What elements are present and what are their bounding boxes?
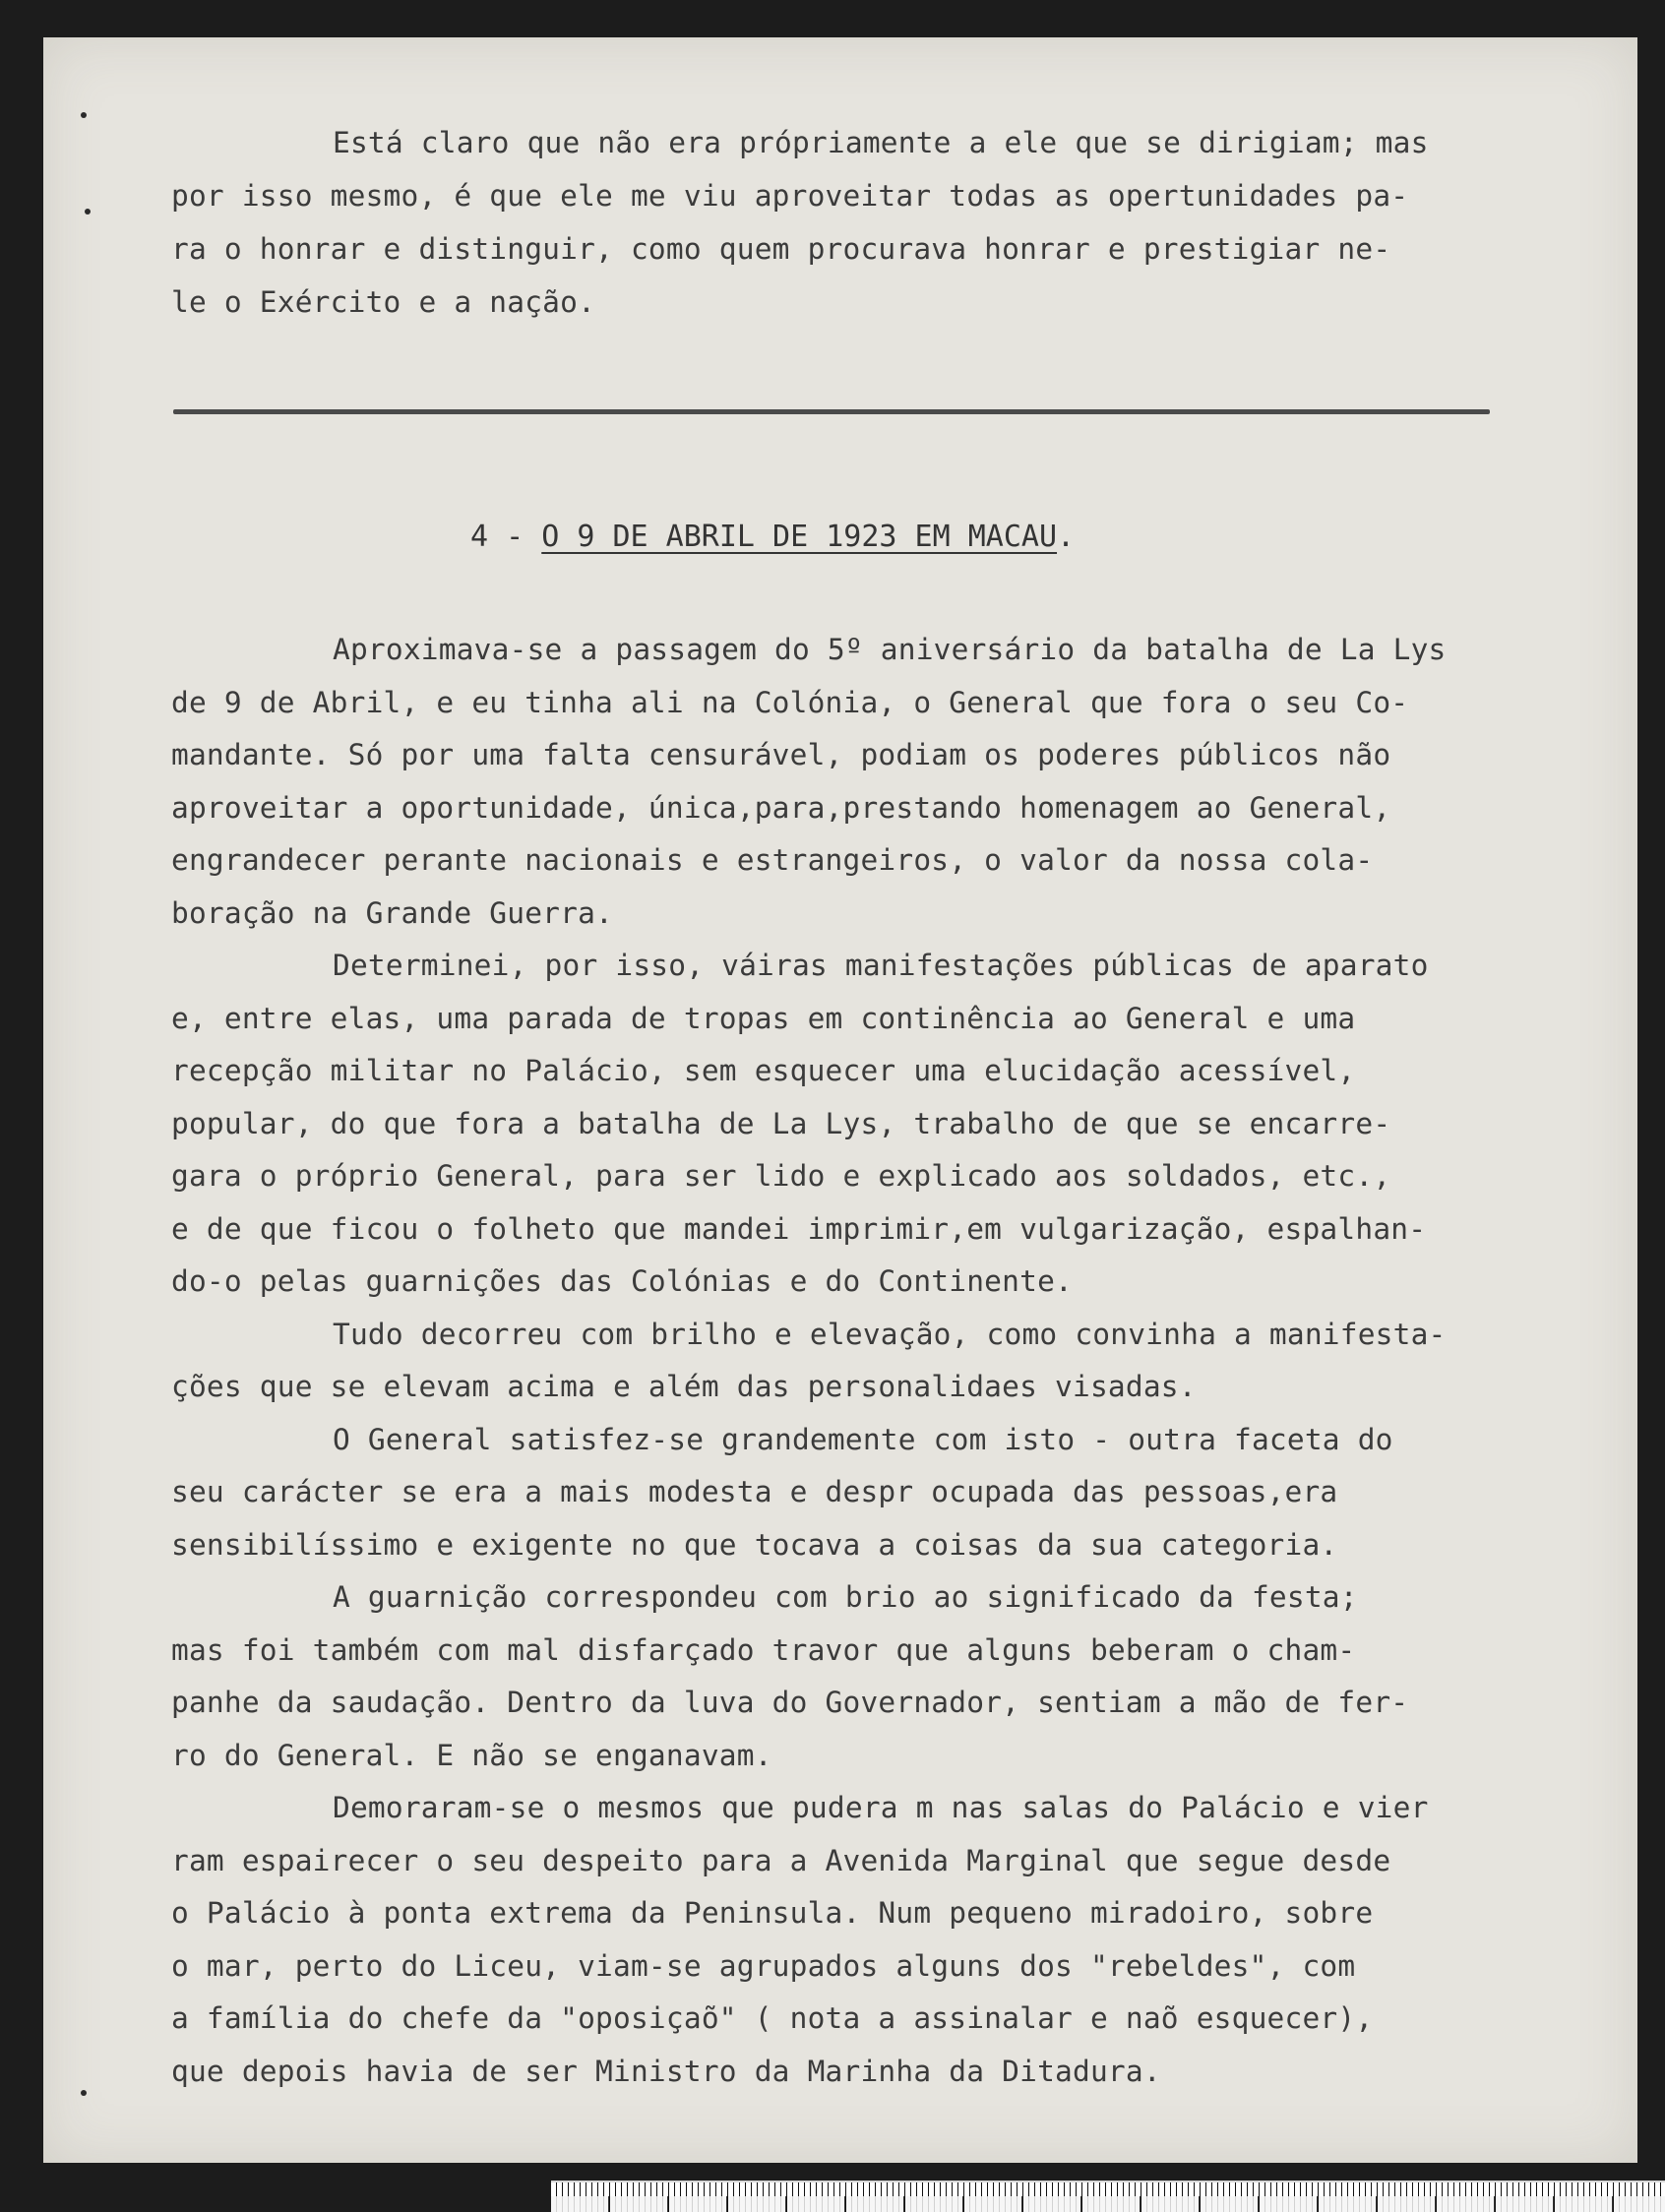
text-line: sensibilíssimo e exigente no que tocava a coisas da sua categoria. [171,1527,1338,1562]
text-line: mandante. Só por uma falta censurável, podiam os poderes públicos não [171,738,1391,771]
top-paragraph [171,116,1588,329]
text-line: que depois havia de ser Ministro da Marinha da Ditadura. [171,2054,1161,2088]
text-line: do-o pelas guarnições das Colónias e do Continente. [171,1264,1073,1298]
text-line: por isso mesmo, é que ele me viu aproveitar todas as opertunidades pa- [171,179,1409,213]
text-line: gara o próprio General, para ser lido e explicado aos soldados, etc., [171,1159,1391,1193]
text-line: ro do General. E não se enganavam. [171,1738,772,1772]
section-body [171,624,1588,2098]
text-line: boração na Grande Guerra. [171,895,614,930]
text-line: Aproximava-se a passagem do 5º aniversário da batalha de La Lys [333,633,1447,666]
text-line: seu carácter se era a mais modesta e despr ocupada das pessoas,era [171,1475,1338,1508]
section-title: O 9 DE ABRIL DE 1923 EM MACAU [541,520,1058,554]
section-title-end: . [1057,520,1076,554]
text-line: popular, do que fora a batalha de La Lys, trabalho de que se encarre- [171,1106,1391,1140]
punch-mark [81,112,87,118]
text-line: Está claro que não era própriamente a ele que se dirigiam; mas [333,126,1429,159]
text-line: ra o honrar e distinguir, como quem procurava honrar e prestigiar ne- [171,232,1391,266]
text-line: Determinei, por isso, váiras manifestações públicas de aparato [333,949,1429,982]
text-line: Demoraram-se o mesmos que pudera m nas salas do Palácio e vier [333,1791,1429,1824]
section-number: 4 - [470,520,542,554]
section-divider [173,409,1490,414]
text-line: recepção militar no Palácio, sem esquecer uma elucidação acessível, [171,1054,1356,1087]
text-line: aproveitar a oportunidade, única,para,prestando homenagem ao General, [171,790,1391,825]
text-line: e, entre elas, uma parada de tropas em continência ao General e uma [171,1001,1356,1035]
text-line: O General satisfez-se grandemente com isto - outra faceta do [333,1422,1393,1456]
text-line: a família do chefe da "oposiçaõ" ( nota a assinalar e naõ esquecer), [171,2001,1374,2035]
text-line: panhe da saudação. Dentro da luva do Governador, sentiam a mão de fer- [171,1686,1409,1719]
text-line: e de que ficou o folheto que mandei imprimir,em vulgarização, espalhan- [171,1211,1427,1246]
text-line: Tudo decorreu com brilho e elevação, como convinha a manifesta- [333,1317,1447,1351]
text-line: o mar, perto do Liceu, viam-se agrupados alguns dos "rebeldes", com [171,1948,1356,1983]
text-line: le o Exército e a nação. [171,285,596,319]
scale-ruler-marks [551,2196,1665,2212]
punch-mark [81,2090,87,2096]
section-heading [470,520,1075,554]
text-line: ções que se elevam acima e além das personalidaes visadas. [171,1370,1197,1403]
text-line: de 9 de Abril, e eu tinha ali na Colónia, o General que fora o seu Co- [171,685,1409,719]
punch-mark [85,209,91,215]
text-line: A guarnição correspondeu com brio ao significado da festa; [333,1580,1358,1614]
text-line: engrandecer perante nacionais e estrangeiros, o valor da nossa cola- [171,843,1374,877]
text-line: mas foi também com mal disfarçado travor que alguns beberam o cham- [171,1632,1356,1667]
text-line: o Palácio à ponta extrema da Peninsula. Num pequeno miradoiro, sobre [171,1896,1374,1930]
text-line: ram espairecer o seu despeito para a Avenida Marginal que segue desde [171,1843,1391,1877]
